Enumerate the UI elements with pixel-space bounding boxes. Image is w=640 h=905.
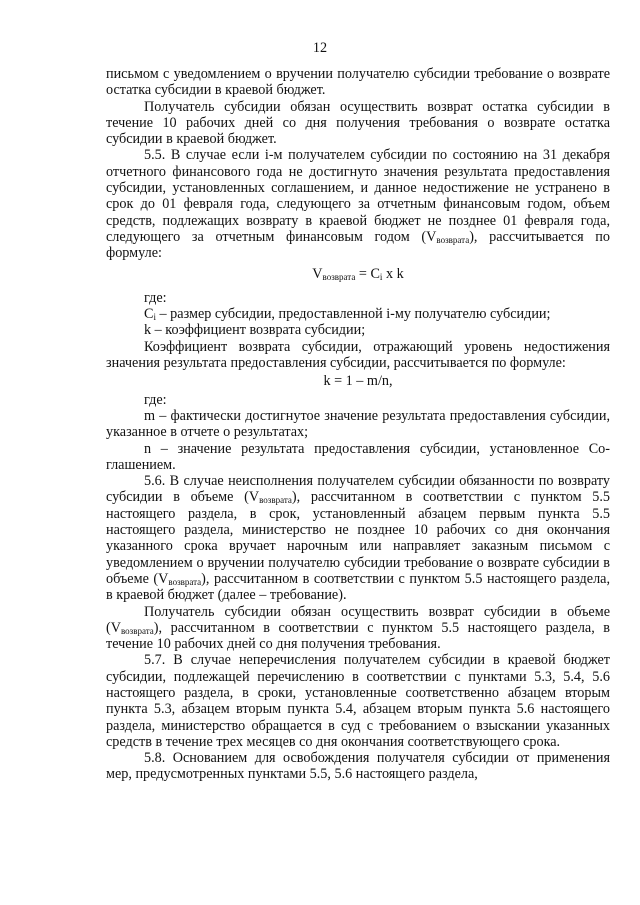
paragraph: m – фактически достигнутое значение результата предоставления субсидии, указанное в отчете о результатах; [106,407,610,441]
paragraph: где: [144,289,167,306]
paragraph-5-5: 5.5. В случае если i-м получателем субсидии по состоянию на 31 декабря отчетного финансового года не достигнуто значения результата предоставления субсидии, установленных соглашением, и данное недостижение не устранено в срок до 01 февраля года, следующего за отчетным финансовым годом, объем средств, подлежащих возврату в краевой бюджет не позднее 01 февраля года, следующего за отчетным финансовым годом $(V_{возврата})$, рассчитывается по формуле: [106,147,610,262]
document-body [106,66,610,783]
paragraph: n – значение результата предоставления субсидии, установленное Соглашением. [106,440,610,473]
paragraph: где: [144,391,167,408]
paragraph: k – коэффициент возврата субсидии; [144,322,366,339]
paragraph: письмом с уведомлением о вручении получателю субсидии требование о возврате остатка субсидии в краевой бюджет. [106,66,610,99]
formula-return-volume: $V_{возврата} = C_i$ x k [312,265,404,282]
paragraph: Получатель субсидии обязан осуществить возврат субсидии в объеме $(V_{возврата})$, рассчитанном в соответствии с пунктом 5.5 настоящего раздела, в течение 10 рабочих дней со дня получения требования. [106,603,610,653]
paragraph: Коэффициент возврата субсидии, отражающий уровень недостижения значения результата предоставления субсидии, рассчитывается по формуле: [106,338,610,372]
paragraph-5-7: 5.7. В случае неперечисления получателем субсидии в краевой бюджет субсидии, подлежащей перечислению в соответствии с пунктами 5.3, 5.4, 5.6 настоящего раздела, в сроки, установленные соответственно абзацем вторым пункта 5.3, абзацем вторым пункта 5.4, абзацем вторым пункта 5.6 настоящего раздела, министерство обращается в суд с требованием о взыскании указанных средств в течение трех месяцев со дня окончания соответствующего срока. [106,652,610,750]
page-number: 12 [312,40,328,56]
paragraph: Получатель субсидии обязан осуществить возврат остатка субсидии в течение 10 рабочих дней со дня получения требования о возврате остатка субсидии в краевой бюджет. [106,98,610,148]
paragraph-5-6: 5.6. В случае неисполнения получателем субсидии обязанности по возврату субсидии в объеме $(V_{возврата})$, рассчитанном в соответствии с пунктом 5.5 настоящего раздела, в срок, установленный абзацем первым пункта 5.5 настоящего раздела, министерство не позднее 10 рабочих со дня окончания указанного срока вручает нарочным или направляет заказным письмом с уведомлением о вручении получателю субсидии требование о возврате субсидии в объеме $(V_{возврата})$, рассчитанном в соответствии с пунктом 5.5 настоящего раздела, в краевой бюджет (далее – требование). [106,473,610,604]
paragraph: $C_i$ – размер субсидии, предоставленной i-му получателю субсидии; [144,306,551,323]
formula-coefficient: k = 1 – m/n, [323,373,393,390]
paragraph-5-8: 5.8. Основанием для освобождения получателя субсидии от применения мер, предусмотренных пунктами 5.5, 5.6 настоящего раздела, [106,750,610,783]
